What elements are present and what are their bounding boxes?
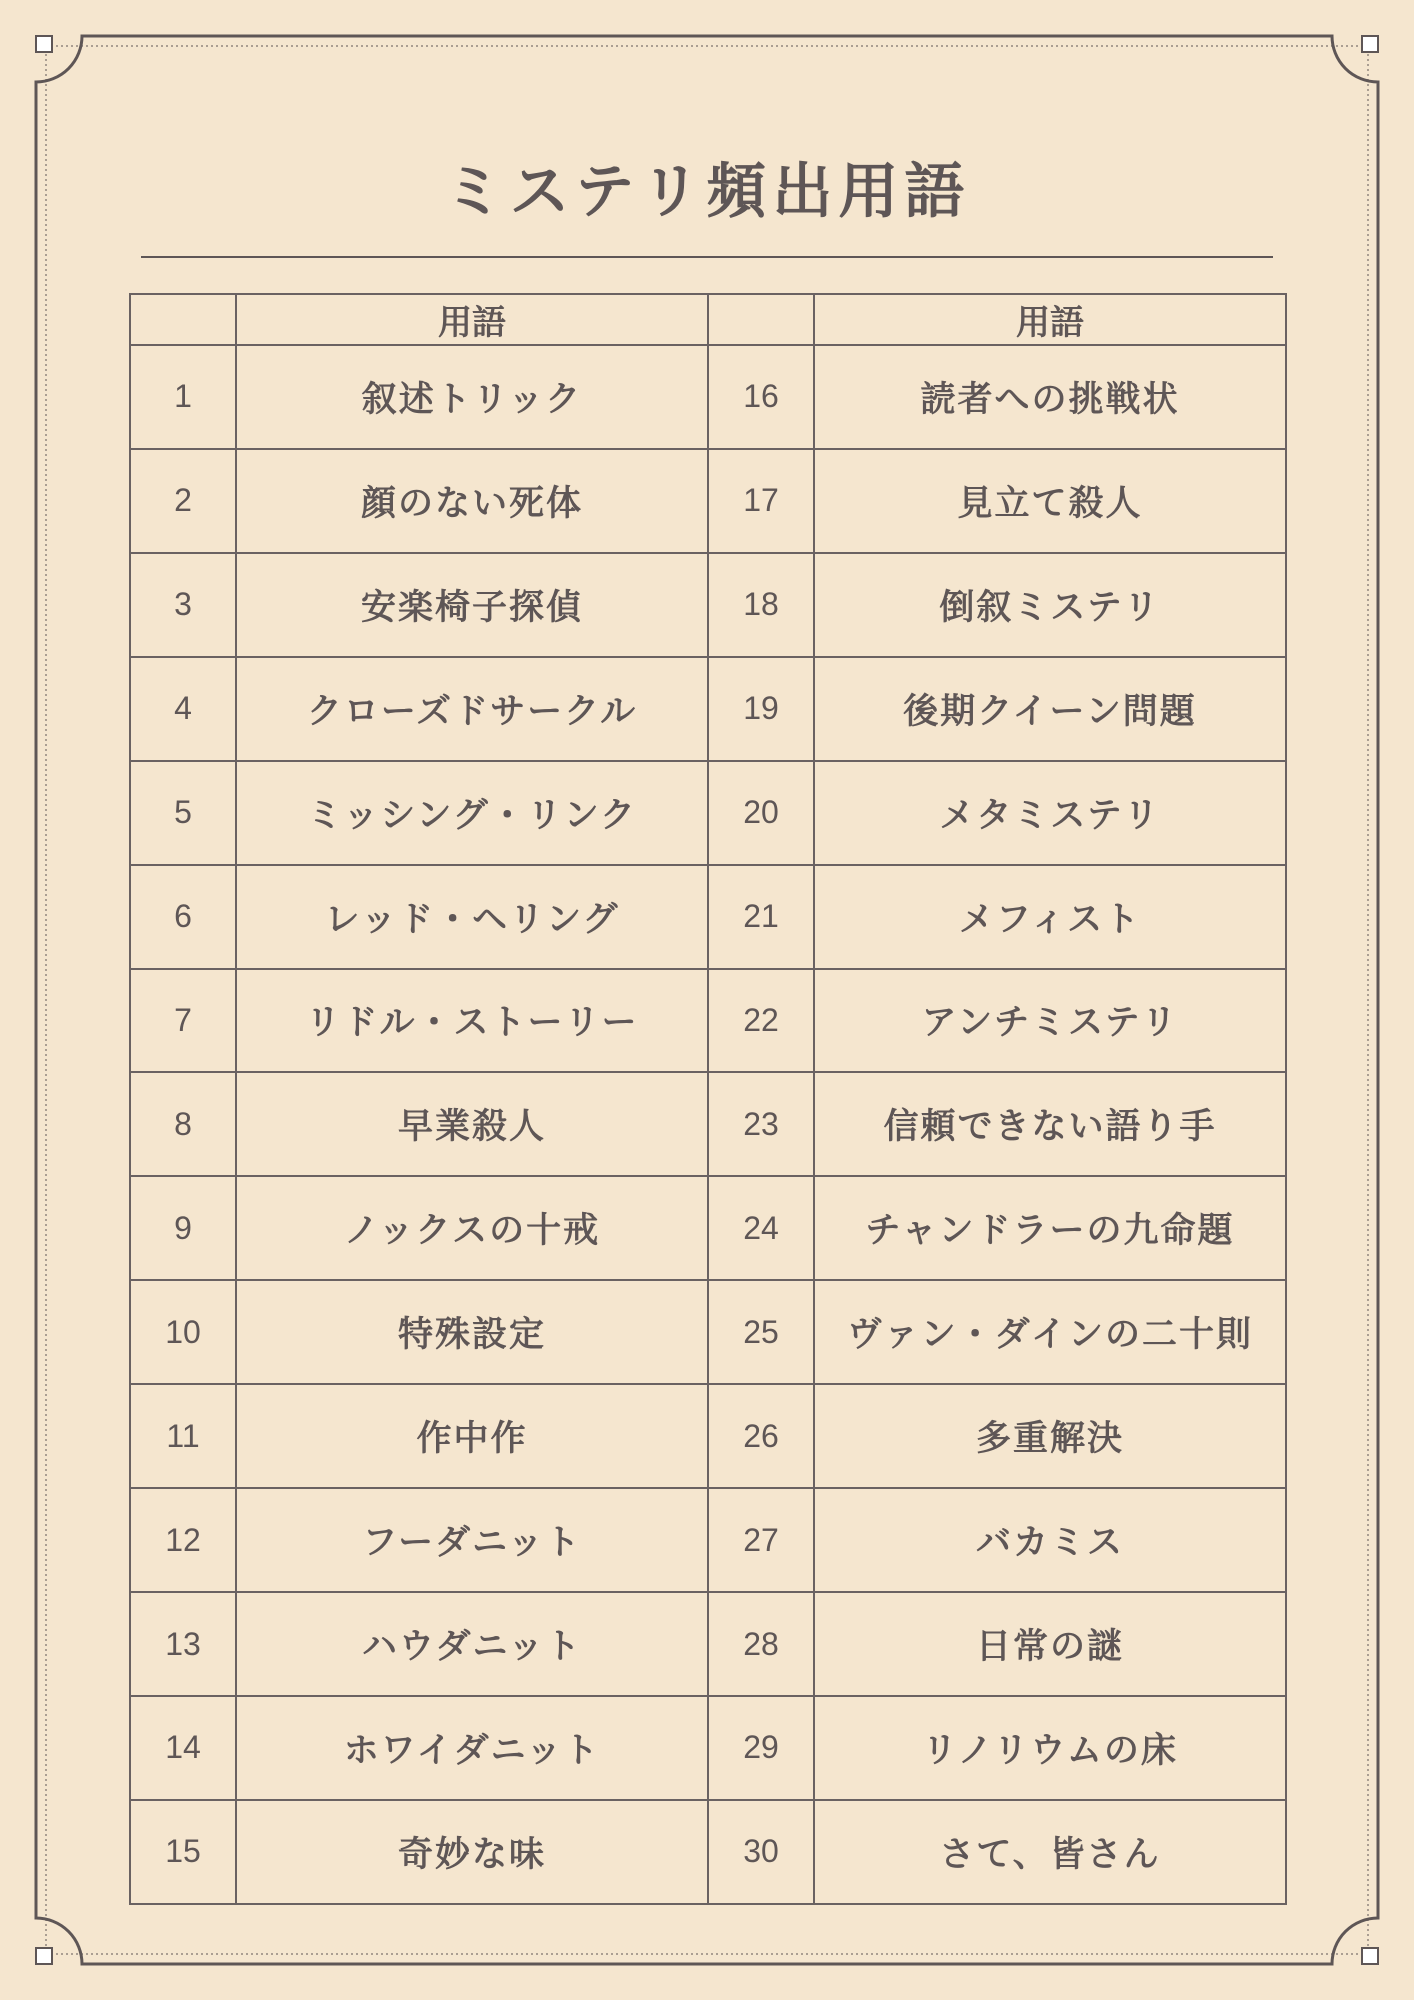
term-number: 12 xyxy=(130,1488,236,1592)
term-name: さて、皆さん xyxy=(814,1800,1286,1904)
term-number: 2 xyxy=(130,449,236,553)
term-number: 14 xyxy=(130,1696,236,1800)
term-name: 安楽椅子探偵 xyxy=(236,553,708,657)
term-number: 3 xyxy=(130,553,236,657)
table-row xyxy=(130,1800,1286,1904)
table-row xyxy=(130,1696,1286,1800)
term-number: 29 xyxy=(708,1696,814,1800)
term-number: 28 xyxy=(708,1592,814,1696)
term-name: メフィスト xyxy=(814,865,1286,969)
term-name: バカミス xyxy=(814,1488,1286,1592)
term-number: 23 xyxy=(708,1072,814,1176)
table-row xyxy=(130,345,1286,449)
table-row xyxy=(130,1176,1286,1280)
term-number: 13 xyxy=(130,1592,236,1696)
page-title: ミステリ頻出用語 xyxy=(443,157,971,227)
table-header-row xyxy=(130,294,1286,345)
term-number: 7 xyxy=(130,969,236,1073)
term-number: 18 xyxy=(708,553,814,657)
term-name: ハウダニット xyxy=(236,1592,708,1696)
table-row xyxy=(130,657,1286,761)
term-name: 叙述トリック xyxy=(236,345,708,449)
number-header-right xyxy=(708,294,814,345)
term-number: 21 xyxy=(708,865,814,969)
term-name: 読者への挑戦状 xyxy=(814,345,1286,449)
term-name: リノリウムの床 xyxy=(814,1696,1286,1800)
term-number: 4 xyxy=(130,657,236,761)
term-name: リドル・ストーリー xyxy=(236,969,708,1073)
term-name: フーダニット xyxy=(236,1488,708,1592)
table-row xyxy=(130,1072,1286,1176)
term-name: 早業殺人 xyxy=(236,1072,708,1176)
term-number: 16 xyxy=(708,345,814,449)
term-number: 5 xyxy=(130,761,236,865)
term-name: レッド・ヘリング xyxy=(236,865,708,969)
term-name: アンチミステリ xyxy=(814,969,1286,1073)
term-name: 顔のない死体 xyxy=(236,449,708,553)
term-number: 22 xyxy=(708,969,814,1073)
term-name: ミッシング・リンク xyxy=(236,761,708,865)
term-number: 17 xyxy=(708,449,814,553)
term-name: 倒叙ミステリ xyxy=(814,553,1286,657)
table-row xyxy=(130,449,1286,553)
term-number: 8 xyxy=(130,1072,236,1176)
title-divider xyxy=(141,256,1273,258)
table-row xyxy=(130,761,1286,865)
table-row xyxy=(130,1488,1286,1592)
number-header-left xyxy=(130,294,236,345)
term-name: 信頼できない語り手 xyxy=(814,1072,1286,1176)
term-number: 15 xyxy=(130,1800,236,1904)
term-number: 11 xyxy=(130,1384,236,1488)
term-number: 27 xyxy=(708,1488,814,1592)
term-number: 1 xyxy=(130,345,236,449)
table-row xyxy=(130,969,1286,1073)
term-name: 特殊設定 xyxy=(236,1280,708,1384)
term-name: 見立て殺人 xyxy=(814,449,1286,553)
table-row xyxy=(130,553,1286,657)
terms-body xyxy=(130,345,1286,1904)
term-name: 後期クイーン問題 xyxy=(814,657,1286,761)
table-row xyxy=(130,1280,1286,1384)
term-number: 30 xyxy=(708,1800,814,1904)
table-row xyxy=(130,1384,1286,1488)
term-number: 6 xyxy=(130,865,236,969)
term-name: ヴァン・ダインの二十則 xyxy=(814,1280,1286,1384)
term-name: チャンドラーの九命題 xyxy=(814,1176,1286,1280)
term-number: 10 xyxy=(130,1280,236,1384)
term-name: 奇妙な味 xyxy=(236,1800,708,1904)
term-number: 24 xyxy=(708,1176,814,1280)
term-name: メタミステリ xyxy=(814,761,1286,865)
term-name: ノックスの十戒 xyxy=(236,1176,708,1280)
terms-table xyxy=(129,293,1287,1905)
term-number: 19 xyxy=(708,657,814,761)
term-number: 20 xyxy=(708,761,814,865)
term-name: 日常の謎 xyxy=(814,1592,1286,1696)
term-number: 26 xyxy=(708,1384,814,1488)
term-number: 9 xyxy=(130,1176,236,1280)
term-header-left: 用語 xyxy=(236,294,708,345)
term-number: 25 xyxy=(708,1280,814,1384)
term-header-right: 用語 xyxy=(814,294,1286,345)
term-name: クローズドサークル xyxy=(236,657,708,761)
table-row xyxy=(130,1592,1286,1696)
term-name: 作中作 xyxy=(236,1384,708,1488)
term-name: ホワイダニット xyxy=(236,1696,708,1800)
table-row xyxy=(130,865,1286,969)
term-name: 多重解決 xyxy=(814,1384,1286,1488)
